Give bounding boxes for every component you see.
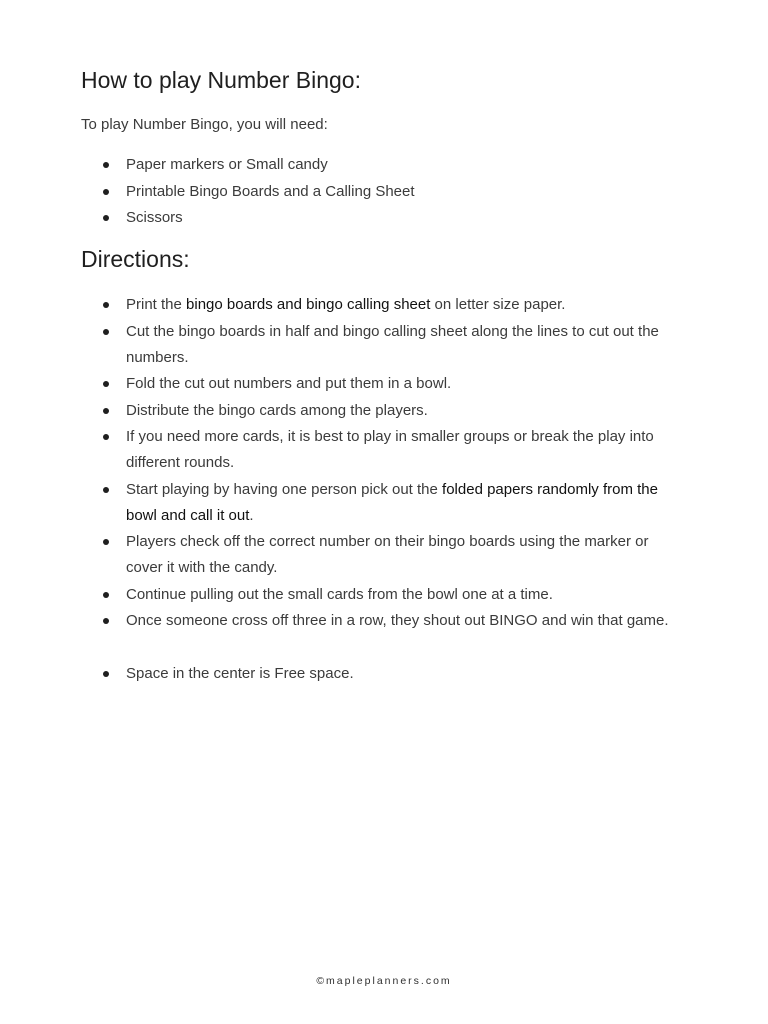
list-item-text: If you need more cards, it is best to play in smaller groups or break the play into different rounds. bbox=[126, 428, 654, 471]
list-item bbox=[0, 477, 768, 530]
list-item bbox=[0, 608, 768, 661]
bullet-icon bbox=[103, 329, 109, 335]
bullet-icon bbox=[103, 215, 109, 221]
list-item bbox=[0, 398, 768, 425]
list-item bbox=[0, 661, 768, 688]
page-title: How to play Number Bingo: bbox=[81, 67, 361, 93]
bullet-icon bbox=[103, 189, 109, 195]
bullet-icon bbox=[103, 434, 109, 440]
supplies-list bbox=[0, 152, 768, 232]
list-item bbox=[0, 371, 768, 398]
bullet-icon bbox=[103, 381, 109, 387]
list-item-text: Printable Bingo Boards and a Calling Sheet bbox=[126, 182, 415, 200]
bullet-icon bbox=[103, 592, 109, 598]
list-item-text bbox=[126, 292, 688, 318]
list-item bbox=[0, 582, 768, 609]
directions-heading: Directions: bbox=[81, 246, 190, 272]
directions-list bbox=[0, 292, 768, 687]
list-item-text: Players check off the correct number on their bingo boards using the marker or cover it with the candy. bbox=[126, 533, 649, 576]
list-item-text: Space in the center is Free space. bbox=[126, 664, 354, 682]
bullet-icon bbox=[103, 162, 109, 168]
list-item bbox=[0, 292, 768, 319]
bullet-icon bbox=[103, 302, 109, 308]
intro-text: To play Number Bingo, you will need: bbox=[81, 116, 328, 133]
list-item-text: Distribute the bingo cards among the players. bbox=[126, 401, 428, 419]
list-item-text: Fold the cut out numbers and put them in a bowl. bbox=[126, 375, 452, 392]
list-item-text: Cut the bingo boards in half and bingo calling sheet along the lines to cut out the numbers. bbox=[126, 322, 659, 366]
bullet-icon bbox=[103, 487, 109, 493]
text-segment: . bbox=[249, 506, 254, 524]
list-item bbox=[0, 529, 768, 582]
list-item-text: Once someone cross off three in a row, they shout out BINGO and win that game. bbox=[126, 612, 669, 629]
list-item-text bbox=[126, 477, 688, 529]
list-item bbox=[0, 319, 768, 372]
footer-website: ©mapleplanners.com bbox=[316, 975, 452, 987]
bullet-icon bbox=[103, 408, 109, 414]
bullet-icon bbox=[103, 671, 109, 677]
text-segment: Print the bbox=[126, 296, 187, 313]
list-item-text: Scissors bbox=[126, 209, 183, 226]
list-item bbox=[0, 205, 768, 232]
list-item bbox=[0, 152, 768, 179]
bullet-icon bbox=[103, 618, 109, 624]
text-segment: on letter size paper. bbox=[430, 296, 566, 313]
text-segment: Start playing by having one person pick out the bbox=[126, 480, 443, 498]
list-item-text: Paper markers or Small candy bbox=[126, 156, 328, 173]
highlighted-text: folded papers randomly from the bowl and call it out bbox=[126, 480, 658, 524]
bullet-icon bbox=[103, 539, 109, 545]
list-item bbox=[0, 179, 768, 206]
list-item bbox=[0, 424, 768, 477]
list-item-text: Continue pulling out the small cards from the bowl one at a time. bbox=[126, 585, 553, 603]
highlighted-text: bingo boards and bingo calling sheet bbox=[186, 296, 431, 313]
